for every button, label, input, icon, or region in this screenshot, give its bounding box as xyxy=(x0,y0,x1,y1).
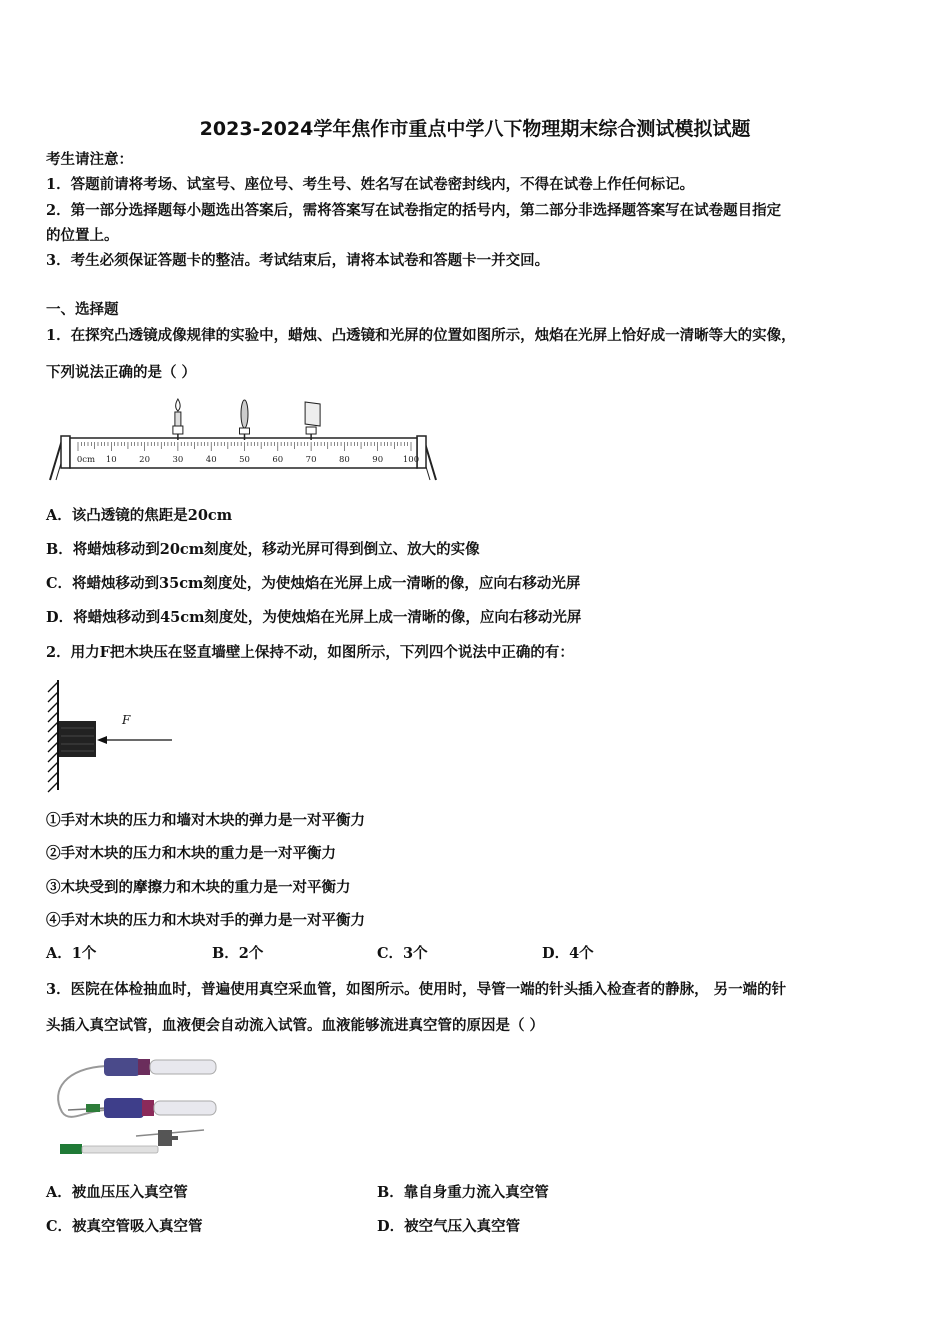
q3-option-a: A．被血压压入真空管 xyxy=(46,1184,188,1201)
middle-vacuum-tube xyxy=(68,1098,216,1118)
ruler-tick-label: 20 xyxy=(139,455,151,465)
ruler-tick-label: 80 xyxy=(338,455,350,465)
notice-heading: 考生请注意： xyxy=(46,151,133,168)
candle xyxy=(173,399,183,440)
q1-stem: 1．在探究凸透镜成像规律的实验中，蜡烛、凸透镜和光屏的位置如图所示，烛焰在光屏上恰好成一清晰等大的实像， xyxy=(46,327,796,344)
needle-holder xyxy=(136,1130,204,1146)
q3-stem-cont: 头插入真空试管，血液便会自动流入试管。血液能够流进真空管的原因是（ ） xyxy=(46,1017,545,1034)
light-screen xyxy=(305,402,320,440)
q1-option-b: B．将蜡烛移动到20cm刻度处，移动光屏可得到倒立、放大的实像 xyxy=(46,541,480,558)
notice-item-2: 2．第一部分选择题每小题选出答案后，需将答案写在试卷指定的括号内，第二部分非选择题答案写在试卷题目指定 xyxy=(46,202,782,219)
q1-option-d: D．将蜡烛移动到45cm刻度处，为使烛焰在光屏上成一清晰的像，应向右移动光屏 xyxy=(46,609,582,626)
q1-option-a: A．该凸透镜的焦距是20cm xyxy=(46,507,233,524)
optical-bench-figure xyxy=(46,396,441,486)
q2-option-a: A．1个 xyxy=(46,945,97,962)
q2-option-d: D．4个 xyxy=(542,945,594,962)
ruler-tick-label: 40 xyxy=(205,455,217,465)
convex-lens xyxy=(240,400,250,440)
q3-option-b: B．靠自身重力流入真空管 xyxy=(377,1184,549,1201)
wall-hatching xyxy=(48,682,58,792)
q2-statement-2: ②手对木块的压力和木块的重力是一对平衡力 xyxy=(46,845,336,862)
section-heading: 一、选择题 xyxy=(46,301,119,318)
q3-stem: 3．医院在体检抽血时，普遍使用真空采血管，如图所示。使用时，导管一端的针头插入检查者的静脉， 另一端的针 xyxy=(46,981,787,998)
bench-right-leg xyxy=(417,436,436,480)
wall-block-figure xyxy=(44,678,179,793)
ruler-tick-label: 60 xyxy=(272,455,284,465)
force-arrowhead xyxy=(97,736,107,744)
notice-item-3: 3．考生必须保证答题卡的整洁。考试结束后，请将本试卷和答题卡一并交回。 xyxy=(46,252,550,269)
ruler-tick-label: 30 xyxy=(172,455,184,465)
notice-item-1: 1．答题前请将考场、试室号、座位号、考生号、姓名写在试卷密封线内，不得在试卷上作任何标记。 xyxy=(46,176,695,193)
upper-vacuum-tube xyxy=(104,1058,216,1076)
q2-option-b: B．2个 xyxy=(212,945,264,962)
notice-item-2-cont: 的位置上。 xyxy=(46,227,119,244)
q2-statement-4: ④手对木块的压力和木块对手的弹力是一对平衡力 xyxy=(46,912,365,929)
green-needle xyxy=(60,1144,158,1154)
q2-statement-3: ③木块受到的摩擦力和木块的重力是一对平衡力 xyxy=(46,879,351,896)
vacuum-tube-figure xyxy=(46,1050,226,1162)
q2-statement-1: ①手对木块的压力和墙对木块的弹力是一对平衡力 xyxy=(46,812,365,829)
q2-option-c: C．3个 xyxy=(377,945,428,962)
q2-stem: 2．用力F把木块压在竖直墙壁上保持不动，如图所示，下列四个说法中正确的有： xyxy=(46,644,574,661)
ruler-tick-label: 100 xyxy=(402,455,420,465)
wood-block xyxy=(59,721,96,757)
ruler-tick-label: 70 xyxy=(305,455,317,465)
q3-option-c: C．被真空管吸入真空管 xyxy=(46,1218,203,1235)
ruler-tick-label: 0cm xyxy=(76,455,96,465)
q1-option-c: C．将蜡烛移动到35cm刻度处，为使烛焰在光屏上成一清晰的像，应向右移动光屏 xyxy=(46,575,581,592)
page-title: 2023-2024学年焦作市重点中学八下物理期末综合测试模拟试题 xyxy=(199,118,751,140)
force-label: F xyxy=(122,713,131,727)
bench-left-leg xyxy=(50,436,70,480)
ruler-tick-label: 90 xyxy=(372,455,384,465)
ruler-tick-label: 50 xyxy=(239,455,250,465)
q1-stem-cont: 下列说法正确的是（ ） xyxy=(46,364,197,381)
q3-option-d: D．被空气压入真空管 xyxy=(377,1218,521,1235)
ruler-tick-label: 10 xyxy=(105,455,117,465)
